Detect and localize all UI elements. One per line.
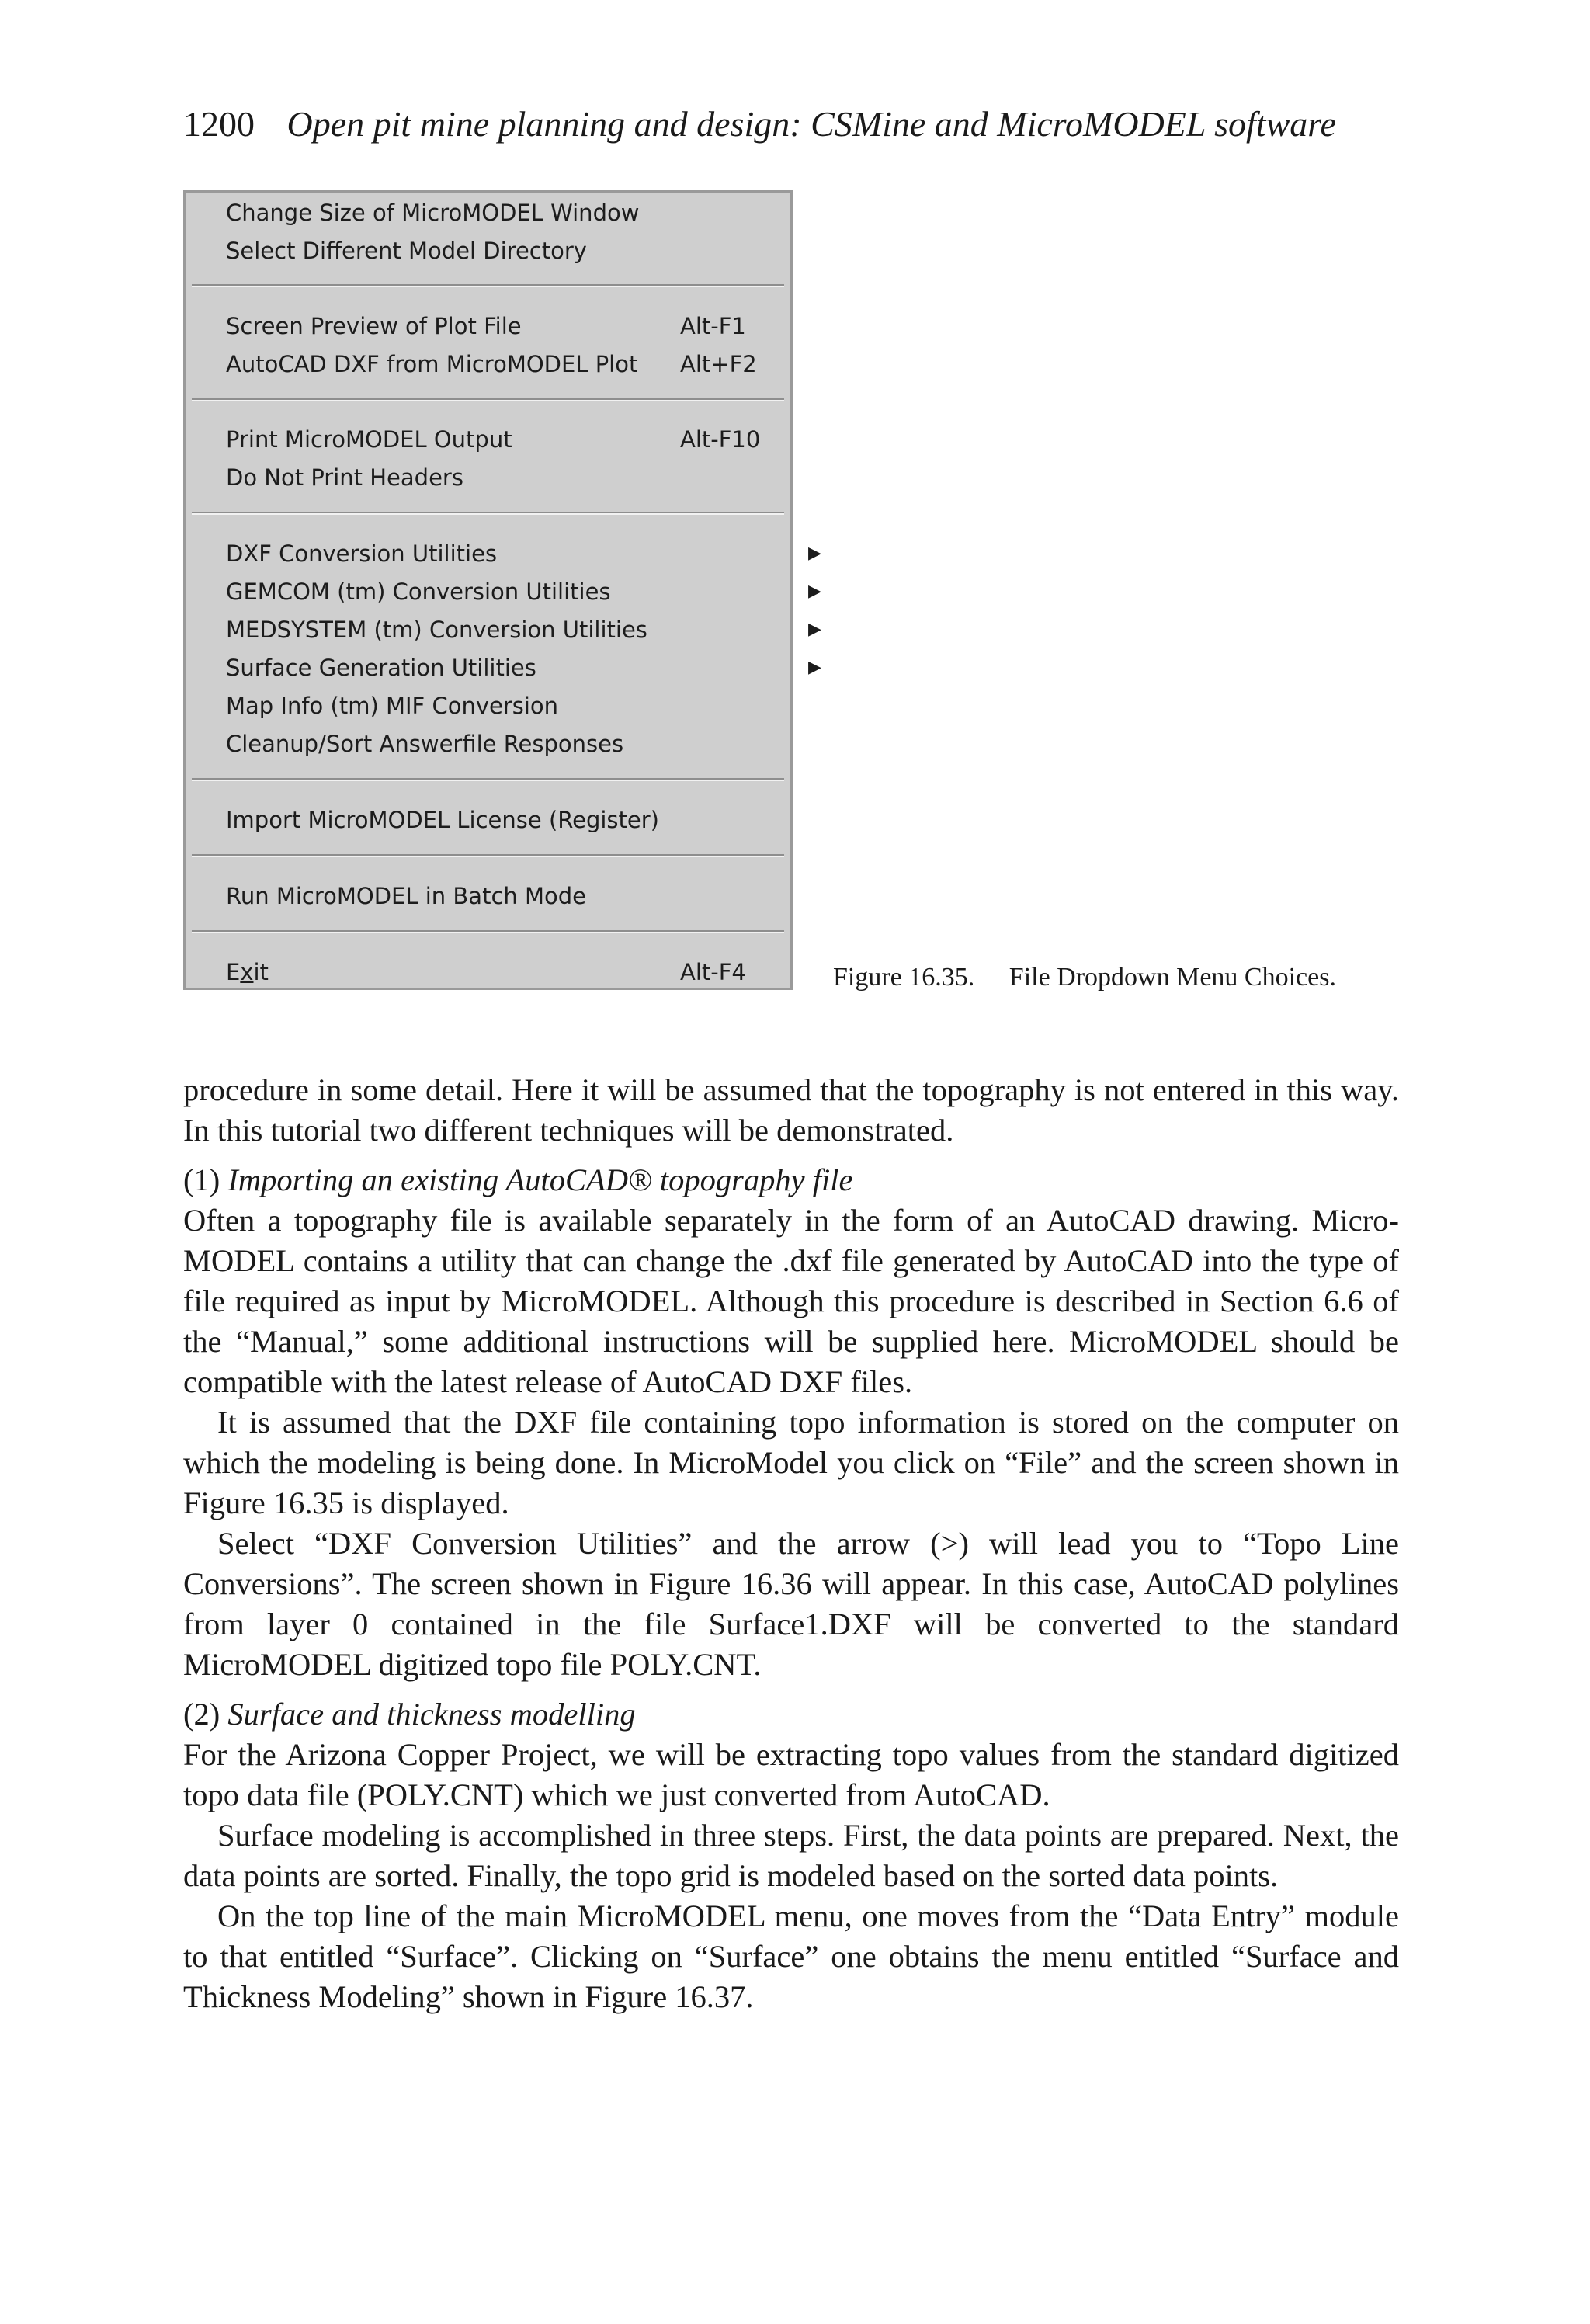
menu-item-label: MEDSYSTEM (tm) Conversion Utilities (226, 617, 647, 643)
menu-item-label: DXF Conversion Utilities (226, 540, 498, 567)
menu-item-label: Map Info (tm) MIF Conversion (226, 693, 559, 719)
menu-separator (192, 284, 784, 287)
paragraph: procedure in some detail. Here it will be assumed that the topography is not entered in this way. In this tutorial two different techniques will be demonstrated. (183, 1072, 1399, 1148)
paragraph: On the top line of the main MicroMODEL menu, one moves from the “Data Entry” module to that entitled “Surface”. Clicking on “Surface” one obtains the menu entitled “Surface and Thickness Modeling” shown in Figure 16.37. (183, 1898, 1399, 2014)
figure-number: Figure 16.35. (833, 963, 975, 992)
figure-caption-text: File Dropdown Menu Choices. (1009, 963, 1336, 992)
section-title: Surface and thickness modelling (227, 1697, 636, 1732)
menu-item-label: Screen Preview of Plot File (226, 313, 522, 339)
submenu-arrow-icon: ▶ (808, 544, 821, 563)
paragraph: Often a topography file is available separately in the form of an AutoCAD drawing. Micro-MODEL contains a utility that can change the .dxf file generated by AutoCAD into the type of file required as input by MicroMODEL. Although this procedure is described in Section 6.6 of the “Manual,” some additional instructions will be supplied here. MicroMODEL should be compatible with the latest release of AutoCAD DXF files. (183, 1203, 1399, 1399)
menu-item-shortcut: Alt-F4 (680, 959, 746, 985)
menu-separator (192, 398, 784, 401)
menu-item-label (226, 955, 269, 989)
menu-item-label: Select Different Model Directory (226, 238, 587, 264)
menu-item-screen-preview[interactable] (226, 309, 790, 343)
menu-item-import-license[interactable] (226, 803, 790, 837)
exit-label-accelerator: x (240, 959, 254, 985)
page-number: 1200 (183, 104, 255, 144)
submenu-arrow-icon: ▶ (808, 620, 821, 639)
menu-separator (192, 930, 784, 933)
figure-caption (833, 963, 1336, 992)
menu-item-gemcom-conversion[interactable] (226, 575, 821, 609)
menu-item-label: Do Not Print Headers (226, 464, 463, 491)
menu-item-mapinfo-mif[interactable] (226, 689, 790, 723)
menu-item-label: Import MicroMODEL License (Register) (226, 807, 659, 833)
menu-item-label: Print MicroMODEL Output (226, 426, 512, 453)
menu-separator (192, 854, 784, 857)
menu-item-autocad-dxf[interactable] (226, 347, 790, 381)
exit-label-rest: it (253, 959, 269, 985)
menu-item-label: Run MicroMODEL in Batch Mode (226, 883, 586, 909)
section-number: (1) (183, 1162, 228, 1197)
paragraph: It is assumed that the DXF file containing topo information is stored on the computer on which the modeling is being done. In MicroModel you click on “File” and the screen shown in Figure 16.35 is displayed. (183, 1405, 1399, 1520)
paragraph: Select “DXF Conversion Utilities” and the arrow (>) will lead you to “Topo Line Conversions”. The screen shown in Figure 16.36 will appear. In this case, AutoCAD polylines from layer 0 contained in the file Surface1.DXF will be converted to the standard MicroMODEL digitized topo file POLY.CNT. (183, 1526, 1399, 1682)
menu-item-change-size[interactable] (226, 196, 790, 230)
menu-item-medsystem-conversion[interactable] (226, 613, 821, 647)
submenu-arrow-icon: ▶ (808, 582, 821, 601)
section-heading-2 (183, 1694, 1399, 1735)
menu-item-label: GEMCOM (tm) Conversion Utilities (226, 578, 611, 605)
menu-item-no-headers[interactable] (226, 460, 790, 495)
section-heading-1 (183, 1160, 1399, 1200)
paragraph: Surface modeling is accomplished in three steps. First, the data points are prepared. Next, the data points are sorted. Finally, the topo grid is modeled based on the sorted data points. (183, 1818, 1399, 1893)
menu-item-batch-mode[interactable] (226, 879, 790, 913)
body-text (183, 1070, 1399, 2017)
running-title: Open pit mine planning and design: CSMine and MicroMODEL software (286, 104, 1336, 144)
menu-item-shortcut: Alt-F10 (680, 426, 761, 453)
menu-item-shortcut: Alt+F2 (680, 351, 757, 377)
menu-item-cleanup-sort[interactable] (226, 727, 790, 761)
menu-item-surface-generation[interactable] (226, 651, 821, 685)
section-title: Importing an existing AutoCAD® topography file (227, 1162, 853, 1197)
file-dropdown-menu (183, 190, 821, 990)
section-number: (2) (183, 1697, 228, 1732)
menu-item-select-directory[interactable] (226, 234, 790, 268)
menu-separator (192, 778, 784, 781)
menu-item-label: Surface Generation Utilities (226, 655, 536, 681)
menu-item-shortcut: Alt-F1 (680, 313, 746, 339)
menu-item-print-output[interactable] (226, 422, 790, 457)
menu-item-exit[interactable] (226, 955, 790, 989)
paragraph: For the Arizona Copper Project, we will be extracting topo values from the standard digitized topo data file (POLY.CNT) which we just converted from AutoCAD. (183, 1737, 1399, 1812)
menu-separator (192, 512, 784, 515)
menu-item-label: Cleanup/Sort Answerfile Responses (226, 731, 624, 757)
menu-item-label: Change Size of MicroMODEL Window (226, 200, 640, 226)
menu-item-label: AutoCAD DXF from MicroMODEL Plot (226, 351, 638, 377)
running-header (183, 101, 1336, 148)
submenu-arrow-icon: ▶ (808, 658, 821, 677)
exit-label-first: E (226, 959, 241, 985)
menu-item-dxf-conversion[interactable] (226, 537, 821, 571)
